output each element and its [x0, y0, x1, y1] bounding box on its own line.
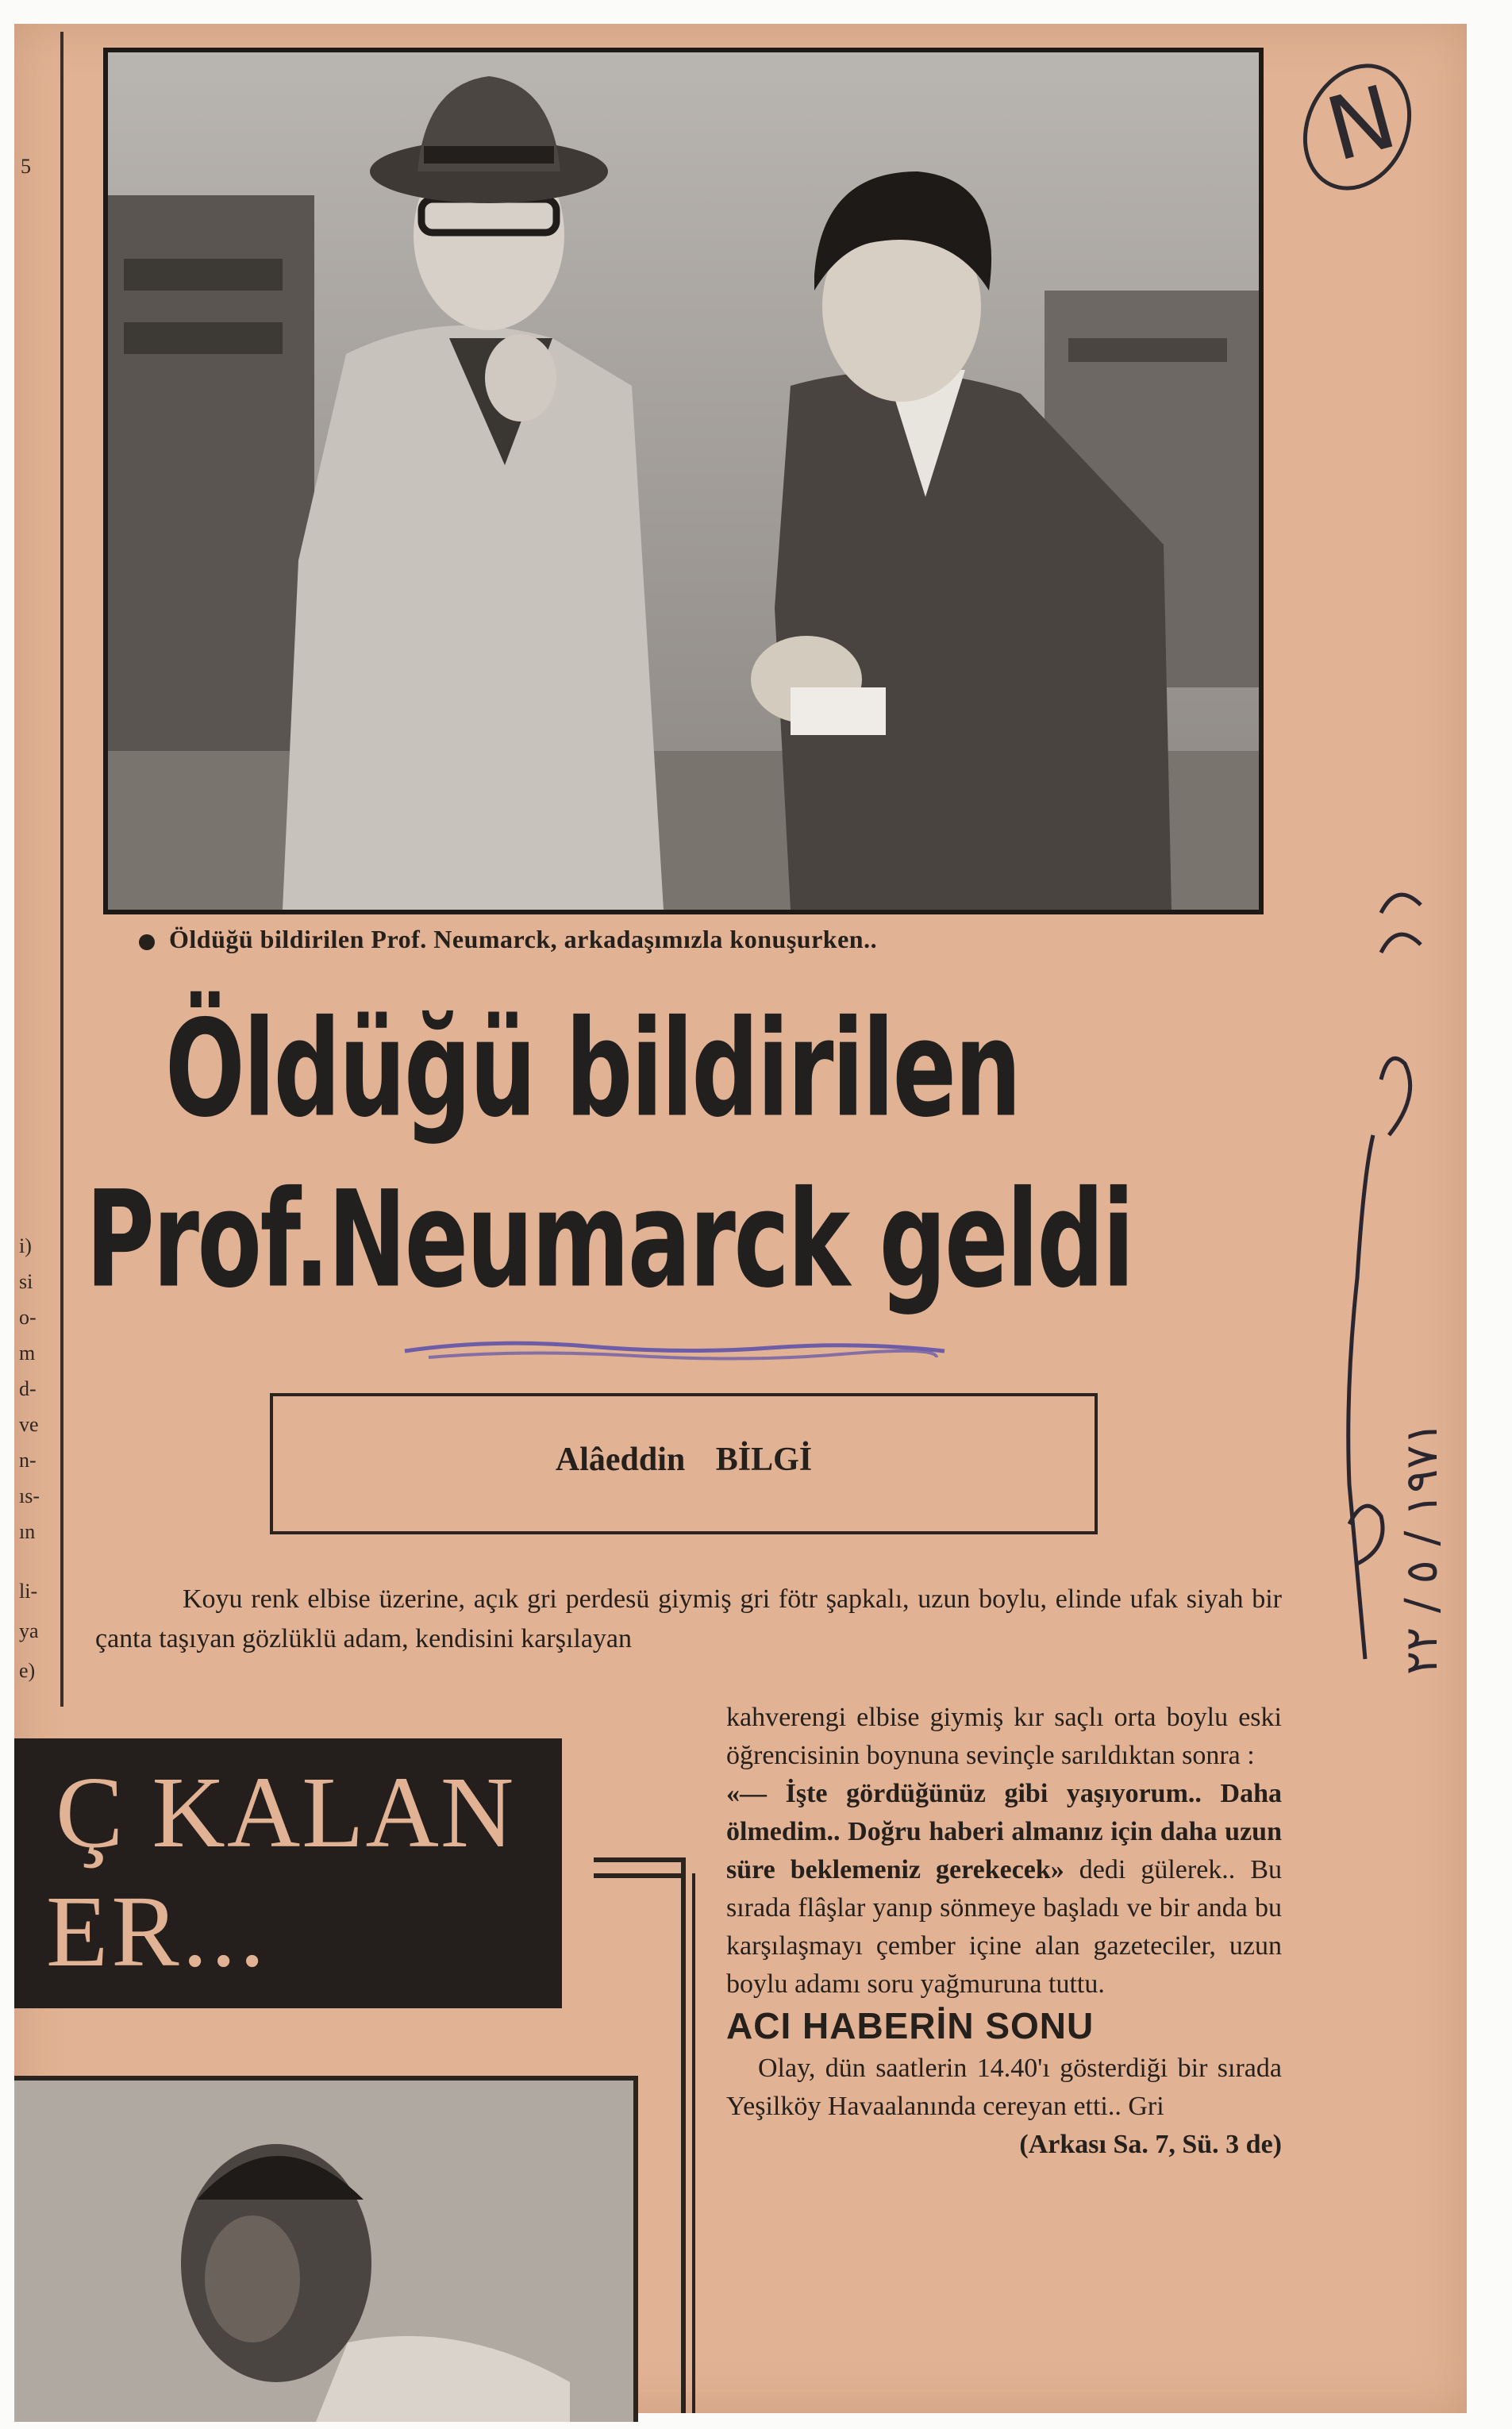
quote: «— İşte gördüğünüz gibi yaşıyorum.. Daha ölmedim.. Doğru haberi almanız için daha uzun süre beklemeniz gerekecek» — [726, 1779, 1282, 1884]
article-lead — [95, 1580, 1282, 1659]
subheading: ACI HABERİN SONU — [726, 2005, 1095, 2046]
rule — [594, 1857, 681, 1862]
adjacent-photo — [14, 2076, 638, 2422]
circled-mark-letter: N — [1316, 66, 1406, 181]
left-column-fragment: n- — [19, 1449, 37, 1472]
pen-underline-scribble — [397, 1334, 952, 1373]
adjacent-headline-line-2: ER... — [46, 1875, 268, 1988]
news-photo — [103, 48, 1264, 914]
photo-caption — [139, 925, 877, 954]
rule — [692, 1873, 695, 2413]
circled-mark — [1286, 48, 1429, 206]
left-column-fragment: ya — [19, 1619, 39, 1642]
bullet-icon — [139, 934, 155, 950]
left-column-fragment: i) — [19, 1234, 32, 1257]
byline: Alâeddin BİLGİ — [555, 1442, 813, 1478]
left-column-fragment: si — [19, 1270, 33, 1293]
handwritten-date-text: ١٩٧١ / ٥ / ٢٢ — [1396, 1421, 1448, 1675]
continuation-paragraph: Olay, dün saatlerin 14.40'ı gösterdiği bir sırada Yeşilköy Havaalanında cereyan etti.. Gri — [726, 2054, 1282, 2121]
handwritten-date — [1270, 833, 1460, 1707]
left-column-fragment: o- — [19, 1306, 37, 1329]
left-column-fragment: 5 — [21, 155, 31, 178]
left-column-fragment: e) — [19, 1659, 36, 1682]
continued-note: (Arkası Sa. 7, Sü. 3 de) — [1019, 2130, 1282, 2159]
left-column-fragment: ın — [19, 1520, 36, 1543]
headline-line-1: Öldüğü bildirilen — [165, 992, 1020, 1147]
rule — [681, 1857, 686, 2413]
left-column-fragment: m — [19, 1342, 36, 1365]
column-rule — [60, 32, 63, 1707]
left-column-fragment: li- — [19, 1580, 38, 1603]
adjacent-photo-illustration — [14, 2081, 633, 2422]
left-column-fragment: d- — [19, 1377, 37, 1400]
left-column-fragment: ıs- — [19, 1484, 40, 1507]
byline-box — [270, 1393, 1098, 1534]
lead-paragraph: Koyu renk elbise üzerine, açık gri perdesü giymiş gri fötr şapkalı, uzun boylu, elinde ufak siyah bir çanta taşıyan gözlüklü adam, kendisini karşılayan — [95, 1584, 1282, 1653]
after-quote: dedi gülerek.. Bu sırada flâşlar yanıp sönmeye başladı ve bir anda bu karşılaşmayı çember içine alan gazeteciler, uzun boylu adamı soru yağmuruna tuttu. — [726, 1855, 1282, 1999]
article-column — [726, 1699, 1282, 2164]
left-column-fragment: ve — [19, 1413, 39, 1436]
caption-text: Öldüğü bildirilen Prof. Neumarck, arkadaşımızla konuşurken.. — [169, 925, 878, 953]
photo-illustration — [108, 52, 1259, 910]
adjacent-headline-line-1: Ç KALAN — [56, 1756, 516, 1869]
quote-paragraph — [726, 1775, 1282, 2004]
headline-line-2: Prof.Neumarck geldi — [86, 1163, 1133, 1318]
body-paragraph: kahverengi elbise giymiş kır saçlı orta boylu eski öğrencisinin boynuna sevinçle sarıldıktan sonra : — [726, 1703, 1282, 1770]
rule — [594, 1873, 681, 1878]
